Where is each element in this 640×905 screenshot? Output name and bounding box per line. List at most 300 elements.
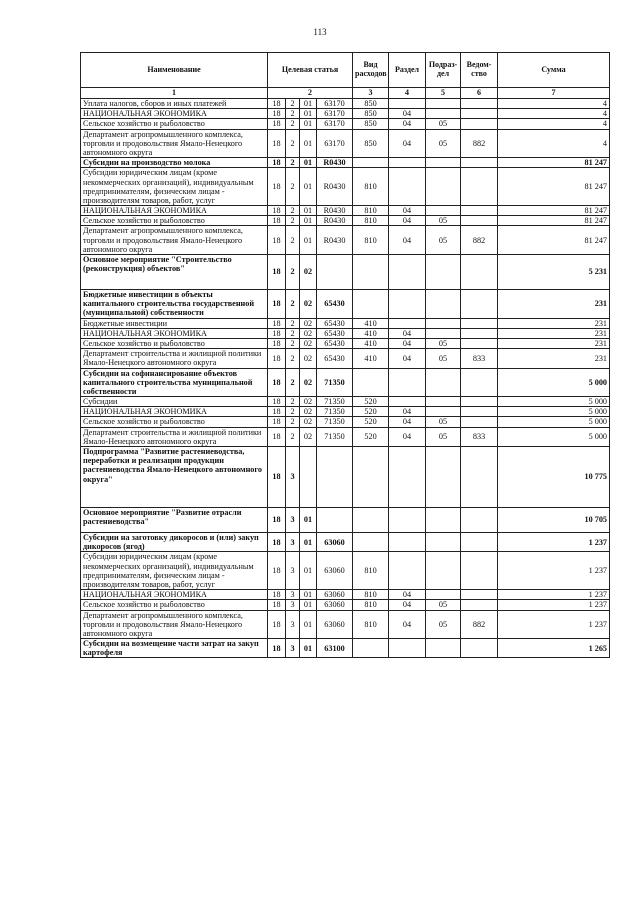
code-subprogram: 2 bbox=[286, 119, 300, 129]
code-program: 18 bbox=[268, 328, 286, 338]
code-activity: 02 bbox=[300, 417, 317, 427]
expense-type: 810 bbox=[353, 600, 389, 610]
amount: 231 bbox=[498, 290, 610, 319]
code-subprogram: 3 bbox=[286, 552, 300, 590]
amount: 81 247 bbox=[498, 206, 610, 216]
code-subprogram: 2 bbox=[286, 338, 300, 348]
amount: 1 237 bbox=[498, 533, 610, 552]
amount: 231 bbox=[498, 328, 610, 338]
code-activity: 01 bbox=[300, 168, 317, 206]
code-subprogram: 2 bbox=[286, 206, 300, 216]
code-subprogram: 2 bbox=[286, 368, 300, 397]
subsection: 05 bbox=[426, 417, 461, 427]
table-row bbox=[81, 552, 610, 590]
code-subprogram: 2 bbox=[286, 290, 300, 319]
header-name: Наименование bbox=[81, 53, 268, 88]
expense-type: 520 bbox=[353, 407, 389, 417]
code-program: 18 bbox=[268, 349, 286, 368]
row-name: Сельское хозяйство и рыболовство bbox=[81, 216, 268, 226]
section: 04 bbox=[389, 129, 426, 158]
table-row bbox=[81, 338, 610, 348]
code-subprogram: 2 bbox=[286, 427, 300, 446]
expense-type: 850 bbox=[353, 99, 389, 109]
amount: 5 231 bbox=[498, 255, 610, 290]
expense-type bbox=[353, 639, 389, 658]
row-name: Подпрограмма "Развитие растениеводства, переработки и реализации продукции растениеводства Ямало-Ненецкого автономного округа" bbox=[81, 447, 268, 508]
row-name: Департамент строительства и жилищной политики Ямало-Ненецкого автономного округа bbox=[81, 427, 268, 446]
section bbox=[389, 397, 426, 407]
subsection bbox=[426, 590, 461, 600]
amount: 10 705 bbox=[498, 508, 610, 533]
row-name: Субсидии юридическим лицам (кроме некоммерческих организаций), индивидуальным предпринимателям, физическим лицам - производителям товаров, работ, услуг bbox=[81, 168, 268, 206]
amount: 81 247 bbox=[498, 158, 610, 168]
subsection: 05 bbox=[426, 216, 461, 226]
table-row bbox=[81, 216, 610, 226]
row-name: Сельское хозяйство и рыболовство bbox=[81, 119, 268, 129]
table-row bbox=[81, 129, 610, 158]
code-program: 18 bbox=[268, 318, 286, 328]
subsection bbox=[426, 99, 461, 109]
row-name: Субсидии на возмещение части затрат на закуп картофеля bbox=[81, 639, 268, 658]
row-name: Уплата налогов, сборов и иных платежей bbox=[81, 99, 268, 109]
subsection: 05 bbox=[426, 338, 461, 348]
code-direction: 63060 bbox=[317, 600, 353, 610]
header-podrazdel: Подраз-дел bbox=[426, 53, 461, 88]
table-row bbox=[81, 119, 610, 129]
code-activity: 01 bbox=[300, 99, 317, 109]
expense-type: 410 bbox=[353, 318, 389, 328]
department-code bbox=[461, 368, 498, 397]
code-direction: 65430 bbox=[317, 328, 353, 338]
table-row bbox=[81, 226, 610, 255]
code-subprogram: 2 bbox=[286, 168, 300, 206]
code-program: 18 bbox=[268, 610, 286, 639]
code-program: 18 bbox=[268, 255, 286, 290]
row-name: НАЦИОНАЛЬНАЯ ЭКОНОМИКА bbox=[81, 109, 268, 119]
expense-type: 520 bbox=[353, 427, 389, 446]
code-program: 18 bbox=[268, 533, 286, 552]
amount: 5 000 bbox=[498, 417, 610, 427]
expense-type: 810 bbox=[353, 216, 389, 226]
header-number: 7 bbox=[498, 88, 610, 99]
code-program: 18 bbox=[268, 407, 286, 417]
code-direction: 65430 bbox=[317, 318, 353, 328]
subsection bbox=[426, 255, 461, 290]
department-code bbox=[461, 407, 498, 417]
code-subprogram: 3 bbox=[286, 610, 300, 639]
amount: 1 237 bbox=[498, 552, 610, 590]
table-row bbox=[81, 368, 610, 397]
department-code bbox=[461, 338, 498, 348]
subsection bbox=[426, 290, 461, 319]
expense-type bbox=[353, 290, 389, 319]
section bbox=[389, 99, 426, 109]
code-subprogram: 2 bbox=[286, 129, 300, 158]
code-direction: R0430 bbox=[317, 158, 353, 168]
code-activity: 02 bbox=[300, 368, 317, 397]
subsection: 05 bbox=[426, 600, 461, 610]
section bbox=[389, 508, 426, 533]
amount: 231 bbox=[498, 318, 610, 328]
department-code bbox=[461, 158, 498, 168]
header-vid: Вид расходов bbox=[353, 53, 389, 88]
table-row bbox=[81, 600, 610, 610]
table-row bbox=[81, 533, 610, 552]
amount: 4 bbox=[498, 99, 610, 109]
department-code bbox=[461, 639, 498, 658]
row-name: Субсидии bbox=[81, 397, 268, 407]
amount: 1 237 bbox=[498, 610, 610, 639]
subsection bbox=[426, 407, 461, 417]
expense-type: 850 bbox=[353, 109, 389, 119]
expense-type: 810 bbox=[353, 552, 389, 590]
code-activity: 01 bbox=[300, 508, 317, 533]
code-program: 18 bbox=[268, 639, 286, 658]
code-subprogram: 2 bbox=[286, 255, 300, 290]
amount: 5 000 bbox=[498, 368, 610, 397]
subsection bbox=[426, 552, 461, 590]
department-code bbox=[461, 417, 498, 427]
subsection: 05 bbox=[426, 427, 461, 446]
code-program: 18 bbox=[268, 447, 286, 508]
code-program: 18 bbox=[268, 552, 286, 590]
section bbox=[389, 639, 426, 658]
code-direction: 65430 bbox=[317, 338, 353, 348]
code-subprogram: 2 bbox=[286, 158, 300, 168]
row-name: Департамент строительства и жилищной политики Ямало-Ненецкого автономного округа bbox=[81, 349, 268, 368]
table-row bbox=[81, 427, 610, 446]
section bbox=[389, 533, 426, 552]
department-code: 882 bbox=[461, 226, 498, 255]
code-subprogram: 2 bbox=[286, 99, 300, 109]
code-program: 18 bbox=[268, 417, 286, 427]
subsection bbox=[426, 206, 461, 216]
section bbox=[389, 318, 426, 328]
amount: 5 000 bbox=[498, 407, 610, 417]
department-code: 882 bbox=[461, 610, 498, 639]
section bbox=[389, 158, 426, 168]
table-row bbox=[81, 206, 610, 216]
row-name: НАЦИОНАЛЬНАЯ ЭКОНОМИКА bbox=[81, 590, 268, 600]
subsection bbox=[426, 158, 461, 168]
expense-type: 810 bbox=[353, 610, 389, 639]
expense-type: 850 bbox=[353, 119, 389, 129]
code-subprogram: 2 bbox=[286, 397, 300, 407]
code-program: 18 bbox=[268, 590, 286, 600]
section: 04 bbox=[389, 427, 426, 446]
row-name: Бюджетные инвестиции в объекты капитального строительства государственной (муниципальной) собственности bbox=[81, 290, 268, 319]
code-subprogram: 3 bbox=[286, 533, 300, 552]
row-name: Сельское хозяйство и рыболовство bbox=[81, 338, 268, 348]
row-name: Субсидии на производство молока bbox=[81, 158, 268, 168]
section: 04 bbox=[389, 417, 426, 427]
code-subprogram: 3 bbox=[286, 508, 300, 533]
subsection: 05 bbox=[426, 349, 461, 368]
code-program: 18 bbox=[268, 427, 286, 446]
code-direction: 71350 bbox=[317, 417, 353, 427]
section: 04 bbox=[389, 610, 426, 639]
department-code bbox=[461, 508, 498, 533]
department-code bbox=[461, 328, 498, 338]
code-direction: 63060 bbox=[317, 590, 353, 600]
header-number: 3 bbox=[353, 88, 389, 99]
expense-type: 810 bbox=[353, 590, 389, 600]
code-subprogram: 2 bbox=[286, 407, 300, 417]
row-name: Департамент агропромышленного комплекса, торговли и продовольствия Ямало-Ненецкого автономного округа bbox=[81, 226, 268, 255]
code-subprogram: 3 bbox=[286, 600, 300, 610]
code-activity: 02 bbox=[300, 349, 317, 368]
section: 04 bbox=[389, 119, 426, 129]
department-code bbox=[461, 168, 498, 206]
expense-type bbox=[353, 508, 389, 533]
code-activity: 01 bbox=[300, 206, 317, 216]
department-code bbox=[461, 447, 498, 508]
subsection bbox=[426, 533, 461, 552]
row-name: Бюджетные инвестиции bbox=[81, 318, 268, 328]
code-direction: 63060 bbox=[317, 552, 353, 590]
table-row bbox=[81, 290, 610, 319]
header-number: 2 bbox=[268, 88, 353, 99]
table-row bbox=[81, 590, 610, 600]
code-subprogram: 2 bbox=[286, 109, 300, 119]
code-activity bbox=[300, 447, 317, 508]
code-direction: 65430 bbox=[317, 349, 353, 368]
section: 04 bbox=[389, 349, 426, 368]
amount: 5 000 bbox=[498, 397, 610, 407]
department-code: 833 bbox=[461, 349, 498, 368]
department-code: 833 bbox=[461, 427, 498, 446]
code-direction bbox=[317, 508, 353, 533]
code-activity: 01 bbox=[300, 119, 317, 129]
row-name: НАЦИОНАЛЬНАЯ ЭКОНОМИКА bbox=[81, 206, 268, 216]
section bbox=[389, 168, 426, 206]
code-direction: 63060 bbox=[317, 610, 353, 639]
header-number: 6 bbox=[461, 88, 498, 99]
section: 04 bbox=[389, 338, 426, 348]
row-name: Субсидии на софинансирование объектов капитального строительства муниципальной собственности bbox=[81, 368, 268, 397]
header-razdel: Раздел bbox=[389, 53, 426, 88]
header-number: 1 bbox=[81, 88, 268, 99]
code-direction: 63100 bbox=[317, 639, 353, 658]
code-direction: 71350 bbox=[317, 427, 353, 446]
code-subprogram: 2 bbox=[286, 417, 300, 427]
header-vedomstvo: Ведом-ство bbox=[461, 53, 498, 88]
subsection bbox=[426, 447, 461, 508]
subsection bbox=[426, 109, 461, 119]
table-row bbox=[81, 328, 610, 338]
expense-type bbox=[353, 368, 389, 397]
expense-type: 810 bbox=[353, 226, 389, 255]
department-code bbox=[461, 216, 498, 226]
code-subprogram: 2 bbox=[286, 216, 300, 226]
expense-type: 520 bbox=[353, 417, 389, 427]
department-code bbox=[461, 206, 498, 216]
subsection bbox=[426, 639, 461, 658]
code-program: 18 bbox=[268, 119, 286, 129]
code-subprogram: 2 bbox=[286, 349, 300, 368]
code-program: 18 bbox=[268, 508, 286, 533]
expense-type bbox=[353, 255, 389, 290]
section: 04 bbox=[389, 600, 426, 610]
table-row bbox=[81, 417, 610, 427]
code-subprogram: 2 bbox=[286, 226, 300, 255]
subsection bbox=[426, 368, 461, 397]
row-name: Сельское хозяйство и рыболовство bbox=[81, 417, 268, 427]
code-activity: 01 bbox=[300, 109, 317, 119]
expense-type bbox=[353, 158, 389, 168]
code-activity: 02 bbox=[300, 427, 317, 446]
row-name: Департамент агропромышленного комплекса, торговли и продовольствия Ямало-Ненецкого автономного округа bbox=[81, 129, 268, 158]
code-direction: 63170 bbox=[317, 109, 353, 119]
subsection bbox=[426, 397, 461, 407]
table-row bbox=[81, 158, 610, 168]
department-code bbox=[461, 109, 498, 119]
row-name: Основное мероприятие "Развитие отрасли растениеводства" bbox=[81, 508, 268, 533]
code-subprogram: 3 bbox=[286, 447, 300, 508]
code-direction: 71350 bbox=[317, 368, 353, 397]
amount: 81 247 bbox=[498, 168, 610, 206]
row-name: Департамент агропромышленного комплекса, торговли и продовольствия Ямало-Ненецкого автономного округа bbox=[81, 610, 268, 639]
table-row bbox=[81, 168, 610, 206]
section bbox=[389, 447, 426, 508]
code-activity: 01 bbox=[300, 610, 317, 639]
expense-type: 810 bbox=[353, 206, 389, 216]
code-direction: R0430 bbox=[317, 226, 353, 255]
header-number-row bbox=[81, 88, 610, 99]
code-activity: 01 bbox=[300, 216, 317, 226]
code-activity: 02 bbox=[300, 290, 317, 319]
code-direction: 63170 bbox=[317, 99, 353, 109]
expense-type: 810 bbox=[353, 168, 389, 206]
code-subprogram: 2 bbox=[286, 318, 300, 328]
department-code bbox=[461, 290, 498, 319]
code-direction: R0430 bbox=[317, 216, 353, 226]
row-name: Основное мероприятие "Строительство (реконструкция) объектов" bbox=[81, 255, 268, 290]
table-row bbox=[81, 610, 610, 639]
code-program: 18 bbox=[268, 168, 286, 206]
code-direction: 63060 bbox=[317, 533, 353, 552]
code-program: 18 bbox=[268, 206, 286, 216]
code-activity: 01 bbox=[300, 533, 317, 552]
expense-type bbox=[353, 447, 389, 508]
code-activity: 01 bbox=[300, 552, 317, 590]
code-program: 18 bbox=[268, 226, 286, 255]
budget-table bbox=[80, 52, 610, 658]
amount: 5 000 bbox=[498, 427, 610, 446]
code-direction: 71350 bbox=[317, 397, 353, 407]
page-number: 113 bbox=[313, 27, 327, 37]
section bbox=[389, 368, 426, 397]
department-code bbox=[461, 99, 498, 109]
section: 04 bbox=[389, 216, 426, 226]
amount: 10 775 bbox=[498, 447, 610, 508]
amount: 4 bbox=[498, 109, 610, 119]
code-direction: R0430 bbox=[317, 168, 353, 206]
table-row bbox=[81, 318, 610, 328]
header-number: 5 bbox=[426, 88, 461, 99]
table-row bbox=[81, 349, 610, 368]
department-code bbox=[461, 533, 498, 552]
expense-type: 410 bbox=[353, 338, 389, 348]
amount: 4 bbox=[498, 129, 610, 158]
table-row bbox=[81, 447, 610, 508]
code-direction: R0430 bbox=[317, 206, 353, 216]
code-activity: 01 bbox=[300, 129, 317, 158]
code-activity: 01 bbox=[300, 158, 317, 168]
code-subprogram: 2 bbox=[286, 328, 300, 338]
code-activity: 01 bbox=[300, 600, 317, 610]
code-program: 18 bbox=[268, 129, 286, 158]
code-direction bbox=[317, 447, 353, 508]
section bbox=[389, 552, 426, 590]
code-program: 18 bbox=[268, 216, 286, 226]
code-program: 18 bbox=[268, 99, 286, 109]
subsection: 05 bbox=[426, 610, 461, 639]
amount: 81 247 bbox=[498, 226, 610, 255]
department-code bbox=[461, 119, 498, 129]
table-row bbox=[81, 109, 610, 119]
table-row bbox=[81, 407, 610, 417]
department-code bbox=[461, 318, 498, 328]
code-direction: 63170 bbox=[317, 129, 353, 158]
table-row bbox=[81, 639, 610, 658]
department-code bbox=[461, 590, 498, 600]
department-code bbox=[461, 397, 498, 407]
subsection: 05 bbox=[426, 226, 461, 255]
subsection: 05 bbox=[426, 119, 461, 129]
section: 04 bbox=[389, 226, 426, 255]
section: 04 bbox=[389, 407, 426, 417]
code-activity: 02 bbox=[300, 338, 317, 348]
subsection bbox=[426, 508, 461, 533]
amount: 231 bbox=[498, 338, 610, 348]
section: 04 bbox=[389, 590, 426, 600]
amount: 81 247 bbox=[498, 216, 610, 226]
section bbox=[389, 255, 426, 290]
table-row bbox=[81, 508, 610, 533]
header-summa: Сумма bbox=[498, 53, 610, 88]
expense-type: 410 bbox=[353, 328, 389, 338]
code-activity: 02 bbox=[300, 328, 317, 338]
code-direction: 65430 bbox=[317, 290, 353, 319]
code-activity: 02 bbox=[300, 407, 317, 417]
table-row bbox=[81, 255, 610, 290]
expense-type: 410 bbox=[353, 349, 389, 368]
section: 04 bbox=[389, 109, 426, 119]
code-activity: 02 bbox=[300, 318, 317, 328]
header-target: Целевая статья bbox=[268, 53, 353, 88]
row-name: Субсидии юридическим лицам (кроме некоммерческих организаций), индивидуальным предпринимателям, физическим лицам - производителям товаров, работ, услуг bbox=[81, 552, 268, 590]
row-name: Сельское хозяйство и рыболовство bbox=[81, 600, 268, 610]
subsection bbox=[426, 328, 461, 338]
code-direction bbox=[317, 255, 353, 290]
code-program: 18 bbox=[268, 290, 286, 319]
amount: 1 237 bbox=[498, 600, 610, 610]
code-program: 18 bbox=[268, 338, 286, 348]
code-subprogram: 3 bbox=[286, 639, 300, 658]
row-name: НАЦИОНАЛЬНАЯ ЭКОНОМИКА bbox=[81, 407, 268, 417]
code-activity: 02 bbox=[300, 255, 317, 290]
section bbox=[389, 290, 426, 319]
subsection: 05 bbox=[426, 129, 461, 158]
department-code bbox=[461, 552, 498, 590]
code-program: 18 bbox=[268, 368, 286, 397]
table-row bbox=[81, 99, 610, 109]
code-program: 18 bbox=[268, 397, 286, 407]
code-activity: 01 bbox=[300, 639, 317, 658]
code-subprogram: 3 bbox=[286, 590, 300, 600]
code-activity: 01 bbox=[300, 590, 317, 600]
